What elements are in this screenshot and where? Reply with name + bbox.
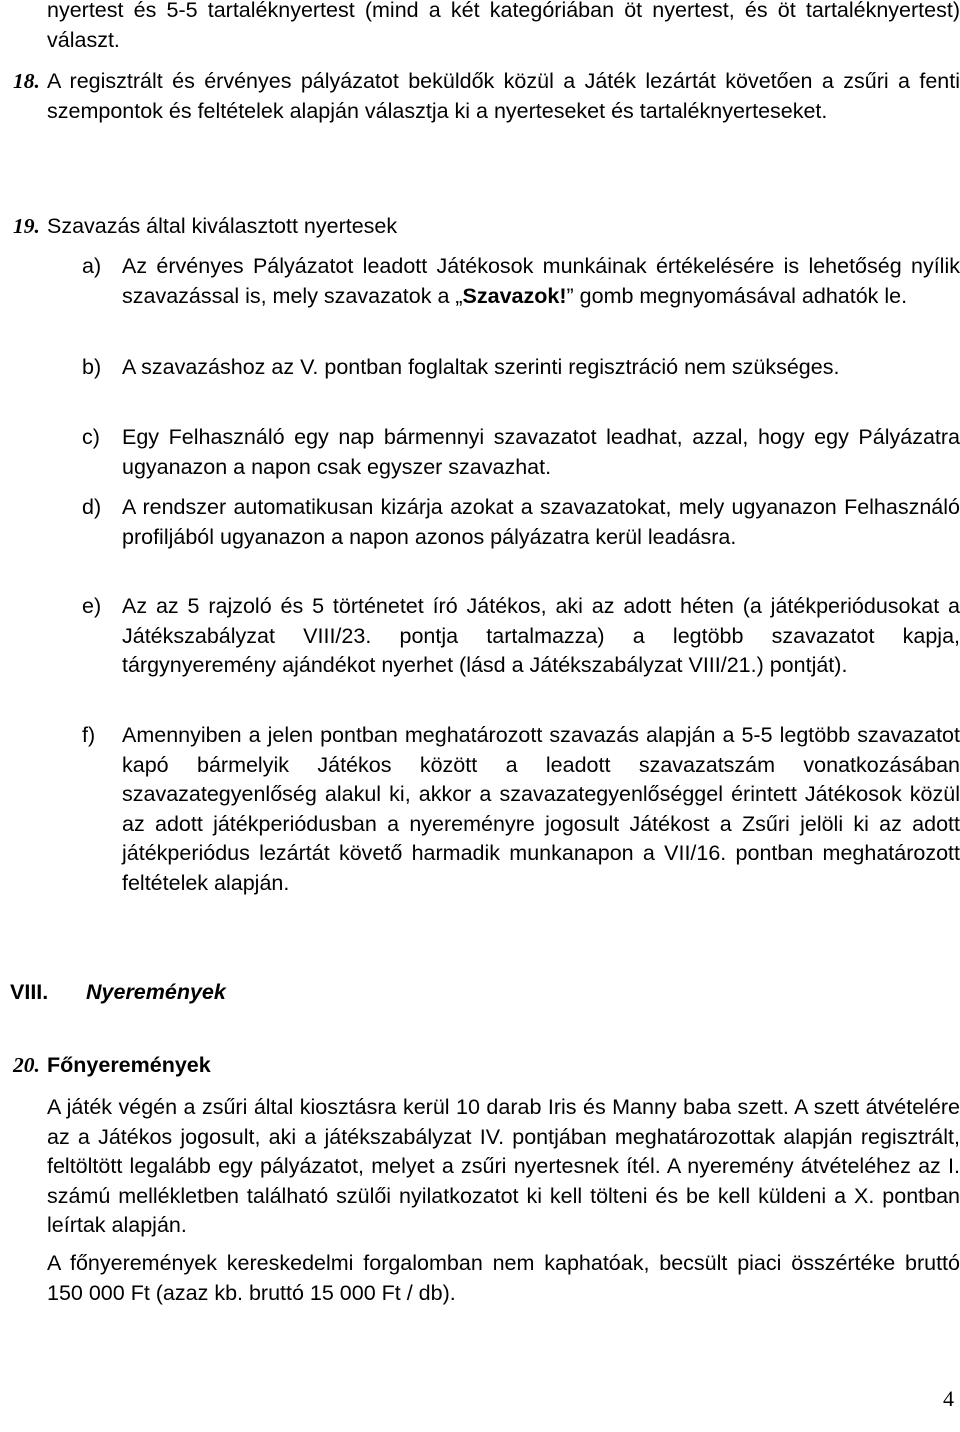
paragraph-20-body-2: A főnyeremények kereskedelmi forgalomban nem kaphatóak, becsült piaci összértéke bruttó 150 000 Ft (azaz kb. bruttó 15 000 Ft / db).	[47, 1251, 960, 1305]
paragraph-18	[13, 67, 960, 126]
item-bold-text: Szavazok!	[462, 283, 567, 308]
item-label: c)	[82, 425, 100, 449]
item-label: a)	[82, 254, 102, 278]
list-item-e	[82, 592, 960, 681]
item-label: b)	[82, 355, 102, 379]
list-item-d	[82, 493, 960, 552]
item-label: d)	[82, 495, 102, 519]
item-text: A rendszer automatikusan kizárja azokat a szavazatokat, mely ugyanazon Felhasználó profiljából ugyanazon a napon azonos pályázatra kerül leadásra.	[122, 495, 960, 549]
item-label: e)	[82, 594, 102, 618]
paragraph-number: 18.	[13, 69, 40, 93]
item-text: A szavazáshoz az V. pontban foglaltak szerinti regisztráció nem szükséges.	[122, 355, 840, 379]
item-label: f)	[82, 723, 96, 747]
paragraph-19-heading	[13, 212, 960, 242]
intro-text: nyertest és 5-5 tartaléknyertest (mind a két kategóriában öt nyertest, és öt tartaléknyertest) választ.	[47, 0, 960, 52]
paragraph-20-heading	[13, 1051, 960, 1081]
list-item-c	[82, 423, 960, 482]
paragraph-20-body-1: A játék végén a zsűri által kiosztásra kerül 10 darab Iris és Manny baba szett. A szett átvételére az a Játékos jogosult, aki a játékszabályzat IV. pontjában meghatározottak alapján regisztrált, feltöltött legalább egy pályázatot, melyet a zsűri nyertesnek ítél. A nyeremény átvételéhez az I. számú mellékletben található szülői nyilatkozatot ki kell tölteni és be kell küldeni a X. pontban leírtak alapján.	[47, 1095, 960, 1237]
intro-paragraph	[47, 0, 960, 55]
item-text: Az az 5 rajzoló és 5 történetet író Játékos, aki az adott héten (a játékperiódusokat a Játékszabályzat VIII/23. pontja tartalmazza) a legtöbb szavazatot kapja, tárgynyeremény ajándékot nyerhet (lásd a Játékszabályzat VIII/21.) pontját).	[122, 594, 960, 677]
item-text: Amennyiben a jelen pontban meghatározott szavazás alapján a 5-5 legtöbb szavazatot kapó bármelyik Játékos között a leadott szavazatszám vonatkozásában szavazategyenlőség alakul ki, akkor a szavazategyenlőséggel érintett Játékosok közül az adott játékperiódusban a nyereményre jogosult Játékost a Zsűri jelöli ki az adott játékperiódus lezártát követő harmadik munkanapon a VII/16. pontban meghatározott feltételek alapján.	[122, 723, 960, 895]
section-title: Nyeremények	[86, 980, 226, 1004]
list-item-b	[82, 353, 960, 383]
item-text-part: ” gomb megnyomásával adhatók le.	[566, 283, 908, 308]
paragraph-18-text: A regisztrált és érvényes pályázatot beküldők közül a Játék lezártát követően a zsűri a fenti szempontok és feltételek alapján választja ki a nyerteseket és tartaléknyerteseket.	[47, 69, 960, 123]
list-item-f	[82, 721, 960, 898]
paragraph-number: 20.	[13, 1053, 40, 1077]
item-text	[122, 252, 960, 311]
item-text-part: Az érvényes Pályázatot leadott Játékosok munkáinak értékelésére is lehetőség nyílik szavazással is, mely szavazatok a „	[122, 254, 960, 308]
paragraph-number: 19.	[13, 214, 40, 238]
section-title: Főnyeremények	[47, 1053, 211, 1077]
section-title: Szavazás által kiválasztott nyertesek	[47, 214, 398, 238]
section-roman-numeral: VIII.	[10, 980, 49, 1004]
list-item-a	[82, 252, 960, 311]
page-number: 4	[943, 1386, 954, 1411]
item-text: Egy Felhasználó egy nap bármennyi szavazatot leadhat, azzal, hogy egy Pályázatra ugyanazon a napon csak egyszer szavazhat.	[122, 425, 960, 479]
